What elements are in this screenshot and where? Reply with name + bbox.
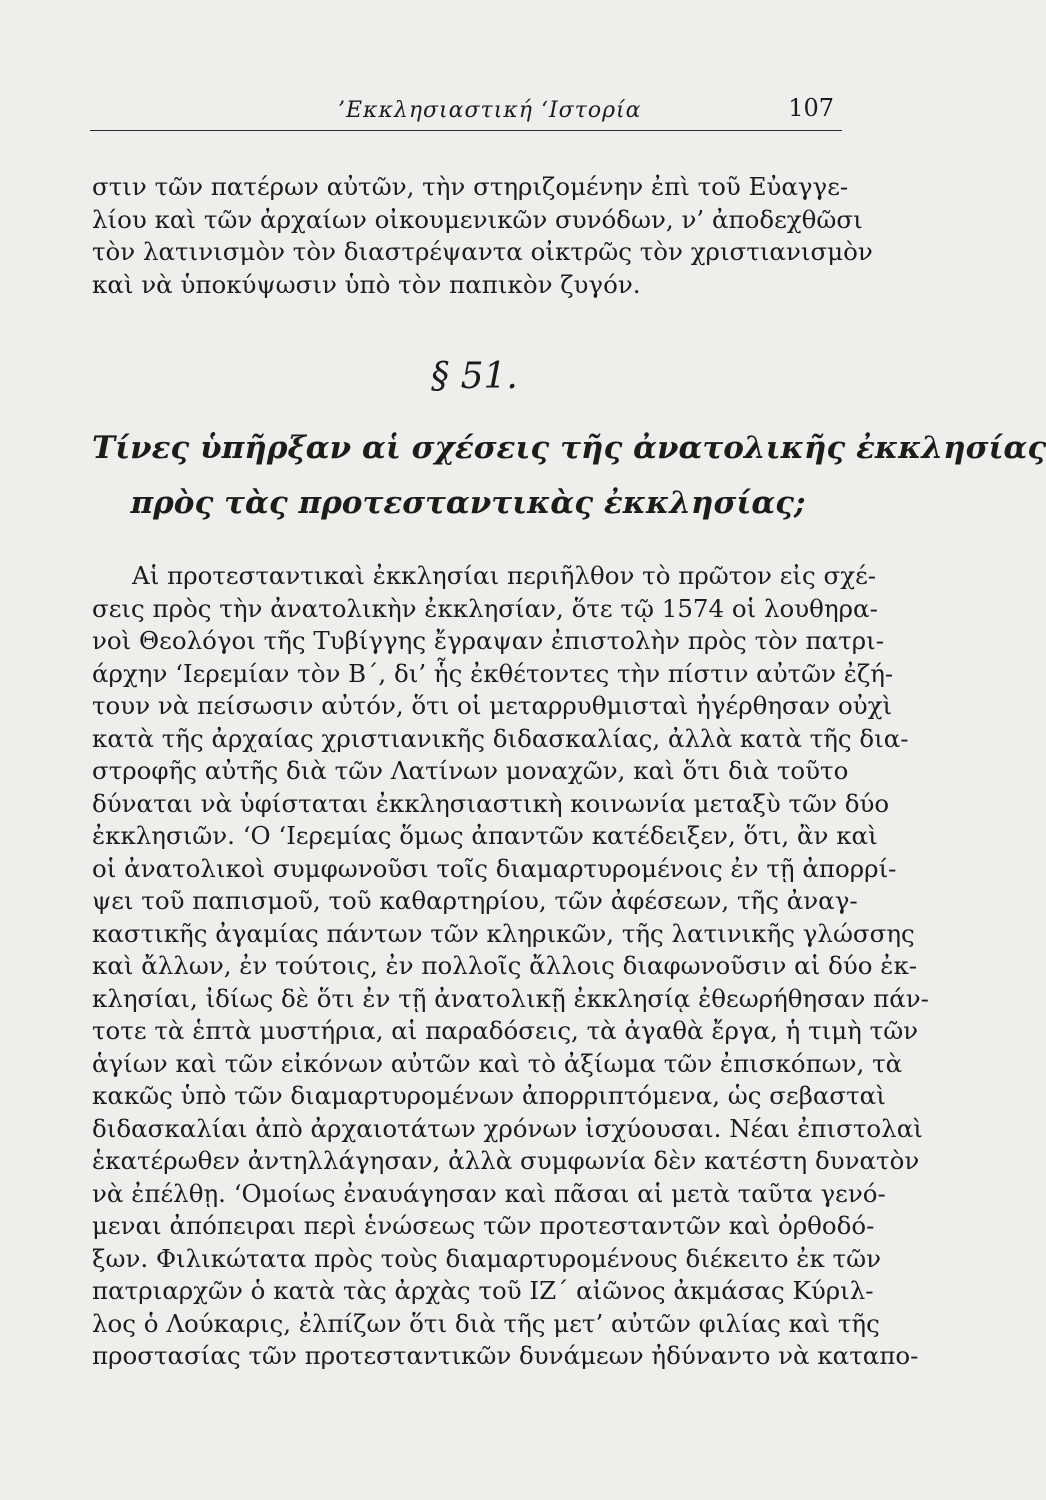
text-line: κατὰ τῆς ἀρχαίας χριστιανικῆς διδασκαλίας, ἀλλὰ κατὰ τῆς δια-: [92, 723, 909, 753]
header-rule: [90, 130, 842, 131]
text-line: ψει τοῦ παπισμοῦ, τοῦ καθαρτηρίου, τῶν ἀφέσεων, τῆς ἀναγ-: [92, 886, 858, 915]
section-number: § 51.: [431, 356, 518, 397]
section-heading-line-1: Τίνες ὑπῆρξαν αἱ σχέσεις τῆς ἀνατολικῆς ἐκκλησίας: [92, 430, 1046, 466]
running-title: ’Εκκλησιαστική ‘Ιστορία: [338, 98, 642, 123]
text-line: δύναται νὰ ὑφίσταται ἐκκλησιαστικὴ κοινωνία μεταξὺ τῶν δύο: [92, 788, 890, 818]
text-line: τὸν λατινισμὸν τὸν διαστρέψαντα οἰκτρῶς τὸν χριστιανισμὸν: [92, 237, 873, 266]
text-line: σεις πρὸς τὴν ἀνατολικὴν ἐκκλησίαν, ὅτε τῷ 1574 οἱ λουθηρα-: [92, 593, 878, 623]
text-line: στιν τῶν πατέρων αὐτῶν, τὴν στηριζομένην ἐπὶ τοῦ Εὐαγγε-: [92, 172, 849, 201]
text-line: ἐκκλησιῶν. ‘Ο ‘Ιερεμίας ὅμως ἀπαντῶν κατέδειξεν, ὅτι, ἂν καὶ: [92, 821, 878, 850]
text-line: προστασίας τῶν προτεσταντικῶν δυνάμεων ἠδύναντο νὰ καταπο-: [92, 1341, 919, 1370]
text-line: Αἱ προτεσταντικαὶ ἐκκλησίαι περιῆλθον τὸ πρῶτον εἰς σχέ-: [132, 561, 877, 590]
text-line: λος ὁ Λούκαρις, ἐλπίζων ὅτι διὰ τῆς μετ’ αὐτῶν φιλίας καὶ τῆς: [92, 1308, 880, 1338]
text-line: άρχην ‘Ιερεμίαν τὸν Β΄, δι’ ἧς ἐκθέτοντες τὴν πίστιν αὐτῶν ἐζή-: [92, 658, 894, 688]
text-line: ἑκατέρωθεν ἀντηλλάγησαν, ἀλλὰ συμφωνία δὲν κατέστη δυνατὸν: [92, 1146, 920, 1175]
text-line: λίου καὶ τῶν ἀρχαίων οἰκουμενικῶν συνόδων, ν’ ἀποδεχθῶσι: [92, 204, 863, 234]
text-line: καὶ νὰ ὑποκύψωσιν ὑπὸ τὸν παπικὸν ζυγόν.: [92, 269, 641, 299]
text-line: μεναι ἀπόπειραι περὶ ἑνώσεως τῶν προτεσταντῶν καὶ ὀρθοδό-: [92, 1211, 875, 1240]
text-line: κακῶς ὑπὸ τῶν διαμαρτυρομένων ἀπορριπτόμενα, ὡς σεβασταὶ: [92, 1081, 886, 1110]
paragraph-top: [92, 171, 873, 301]
page-header: [90, 92, 850, 126]
text-line: τουν νὰ πείσωσιν αὐτόν, ὅτι οἱ μεταρρυθμισταὶ ἠγέρθησαν οὐχὶ: [92, 691, 893, 720]
text-line: διδασκαλίαι ἀπὸ ἀρχαιοτάτων χρόνων ἰσχύουσαι. Νέαι ἐπιστολαὶ: [92, 1113, 923, 1143]
text-line: τοτε τὰ ἑπτὰ μυστήρια, αἱ παραδόσεις, τὰ ἀγαθὰ ἔργα, ἡ τιμὴ τῶν: [92, 1016, 919, 1045]
text-line: νοὶ Θεολόγοι τῆς Τυβίγγης ἔγραψαν ἐπιστολὴν πρὸς τὸν πατρι-: [92, 626, 885, 655]
text-line: νὰ ἐπέλθῃ. ‘Ομοίως ἐναυάγησαν καὶ πᾶσαι αἱ μετὰ ταῦτα γενό-: [92, 1178, 886, 1208]
section-heading-line-2: πρὸς τὰς προτεσταντικὰς ἐκκλησίας;: [130, 485, 806, 521]
text-line: πατριαρχῶν ὁ κατὰ τὰς ἀρχὰς τοῦ ΙΖ΄ αἰῶνος ἀκμάσας Κύριλ-: [92, 1276, 874, 1305]
text-line: οἱ ἀνατολικοὶ συμφωνοῦσι τοῖς διαμαρτυρομένοις ἐν τῇ ἀπορρί-: [92, 853, 897, 883]
text-line: ἁγίων καὶ τῶν εἰκόνων αὐτῶν καὶ τὸ ἀξίωμα τῶν ἐπισκόπων, τὰ: [92, 1048, 903, 1078]
paragraph-main: [92, 560, 929, 1373]
text-line: ξων. Φιλικώτατα πρὸς τοὺς διαμαρτυρομένους διέκειτο ἐκ τῶν: [92, 1243, 881, 1273]
text-line: καστικῆς ἀγαμίας πάντων τῶν κληρικῶν, τῆς λατινικῆς γλώσσης: [92, 918, 915, 948]
text-line: στροφῆς αὐτῆς διὰ τῶν Λατίνων μοναχῶν, καὶ ὅτι διὰ τοῦτο: [92, 756, 849, 785]
text-line: καὶ ἄλλων, ἐν τούτοις, ἐν πολλοῖς ἄλλοις διαφωνοῦσιν αἱ δύο ἐκ-: [92, 951, 918, 980]
text-line: κλησίαι, ἰδίως δὲ ὅτι ἐν τῇ ἀνατολικῇ ἐκκλησίᾳ ἐθεωρήθησαν πάν-: [92, 983, 929, 1013]
page-number: 107: [788, 94, 834, 122]
